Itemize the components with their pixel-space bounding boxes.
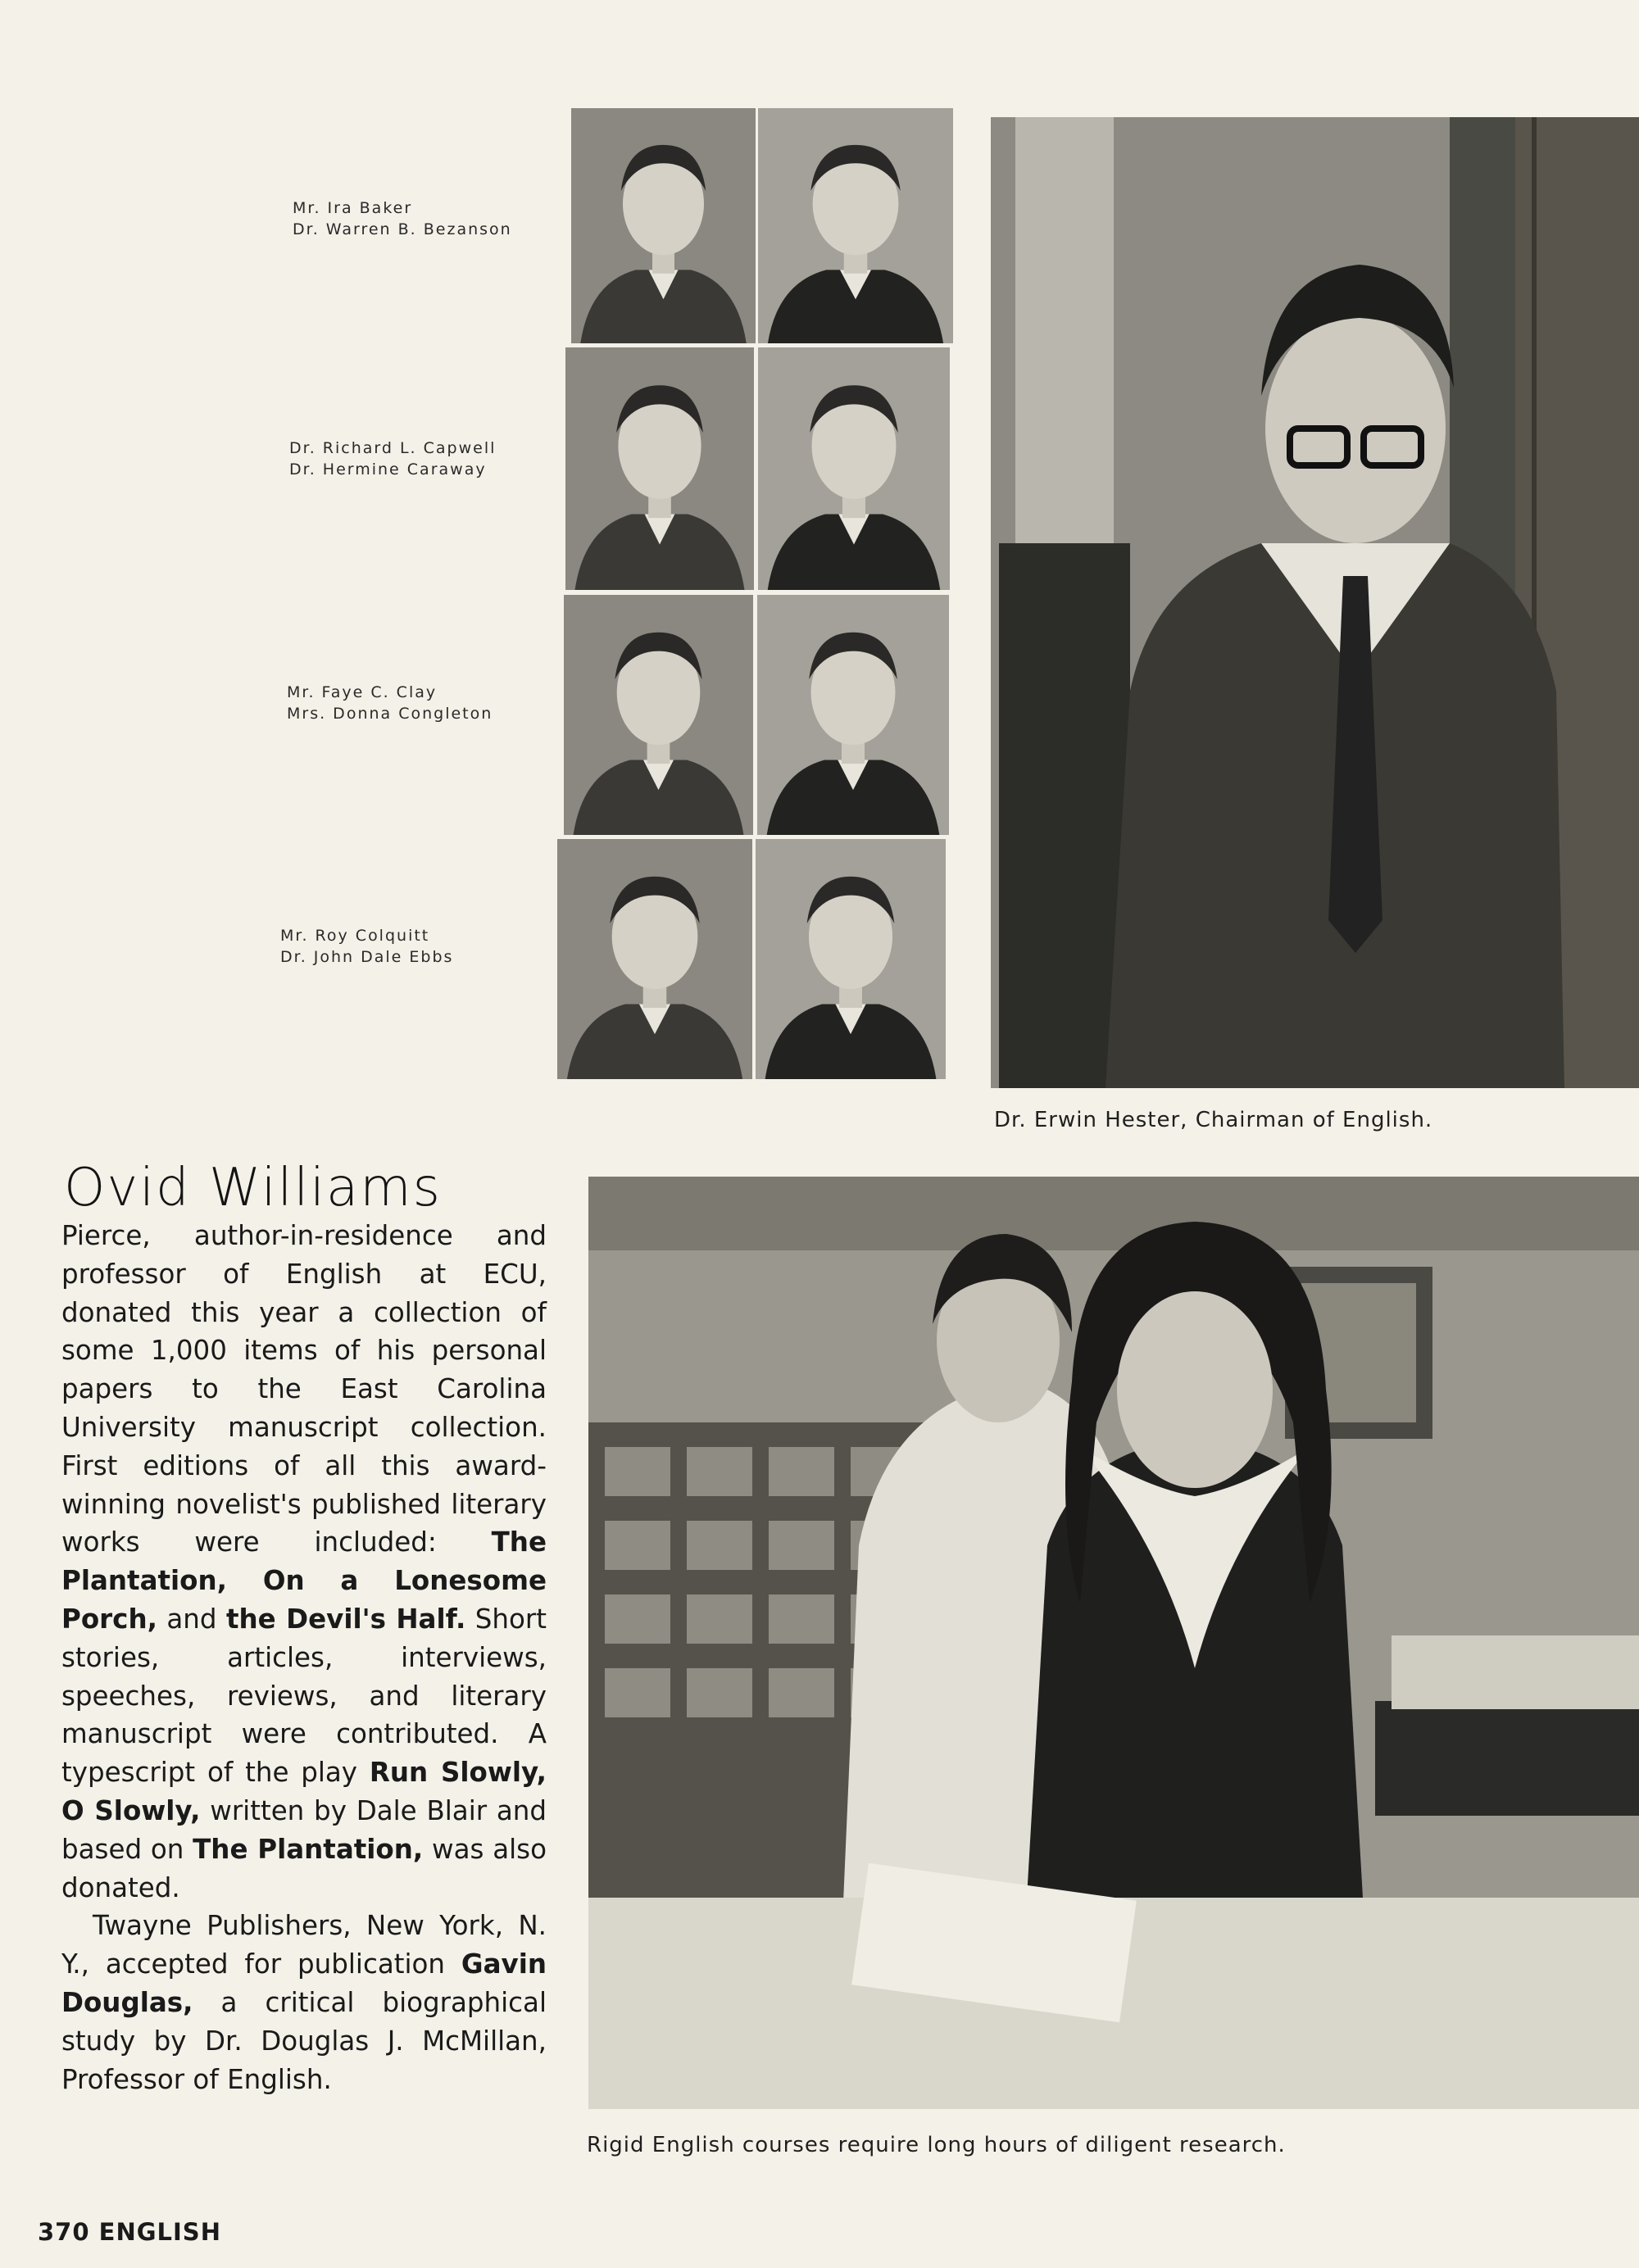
faculty-portrait xyxy=(571,108,756,343)
faculty-portrait xyxy=(756,839,946,1079)
article-paragraph-1 xyxy=(61,1217,547,1907)
research-caption: Rigid English courses require long hours of diligent research. xyxy=(587,2133,1286,2157)
article-title-reference: Gavin Douglas, xyxy=(61,1948,547,2018)
faculty-portrait xyxy=(758,347,950,590)
article-text: and xyxy=(157,1603,226,1635)
caption-name: Dr. John Dale Ebbs xyxy=(280,948,454,966)
chairman-caption: Dr. Erwin Hester, Chairman of English. xyxy=(994,1108,1433,1132)
faculty-portrait xyxy=(564,595,753,835)
faculty-portrait xyxy=(557,839,752,1079)
section-name: ENGLISH xyxy=(98,2218,221,2246)
article-text: Twayne Publishers, New York, N. Y., accepted for publication xyxy=(61,1910,547,1980)
caption-name: Dr. Hermine Caraway xyxy=(289,460,487,479)
article-body xyxy=(61,1217,547,2098)
article-text: a critical biographical study by Dr. Douglas J. McMillan, Professor of English. xyxy=(61,1986,547,2095)
caption-name: Dr. Richard L. Capwell xyxy=(289,439,497,457)
research-photo xyxy=(588,1177,1639,2109)
caption-name: Mrs. Donna Congleton xyxy=(287,705,493,723)
page-folio xyxy=(38,2218,221,2246)
article-text: Pierce, author-in-residence and professor of English at ECU, donated this year a collection of some 1,000 items of his personal papers to the East Carolina University manuscript collection. First editions of all this award-winning novelist's published literary works were included: xyxy=(61,1220,547,1558)
portrait-caption-row-2 xyxy=(289,438,496,480)
portrait-caption-row-1 xyxy=(293,197,512,240)
portrait-caption-row-3 xyxy=(287,682,493,724)
chairman-photo xyxy=(991,117,1639,1088)
article-title-reference: Run Slowly, O Slowly, xyxy=(61,1757,547,1826)
article-paragraph-2 xyxy=(61,1907,547,2098)
article-text: written by Dale Blair and based on xyxy=(61,1794,547,1865)
faculty-portrait xyxy=(758,108,953,343)
article-title-reference: the Devil's Half. xyxy=(225,1603,466,1635)
page-number: 370 xyxy=(38,2218,90,2246)
article-text: was also donated. xyxy=(61,1833,547,1903)
article-title-reference: The Plantation, On a Lonesome Porch, xyxy=(61,1526,547,1635)
caption-name: Dr. Warren B. Bezanson xyxy=(293,220,512,238)
caption-name: Mr. Faye C. Clay xyxy=(287,683,438,701)
faculty-portrait xyxy=(757,595,949,835)
article-headline: Ovid Williams xyxy=(64,1158,442,1218)
article-title-reference: The Plantation, xyxy=(193,1833,424,1865)
faculty-portrait xyxy=(565,347,754,590)
caption-name: Mr. Ira Baker xyxy=(293,199,413,217)
portrait-caption-row-4 xyxy=(280,925,453,968)
caption-name: Mr. Roy Colquitt xyxy=(280,927,430,945)
article-text: Short stories, articles, interviews, speeches, reviews, and literary manuscript were contributed. A typescript of the play xyxy=(61,1603,547,1789)
